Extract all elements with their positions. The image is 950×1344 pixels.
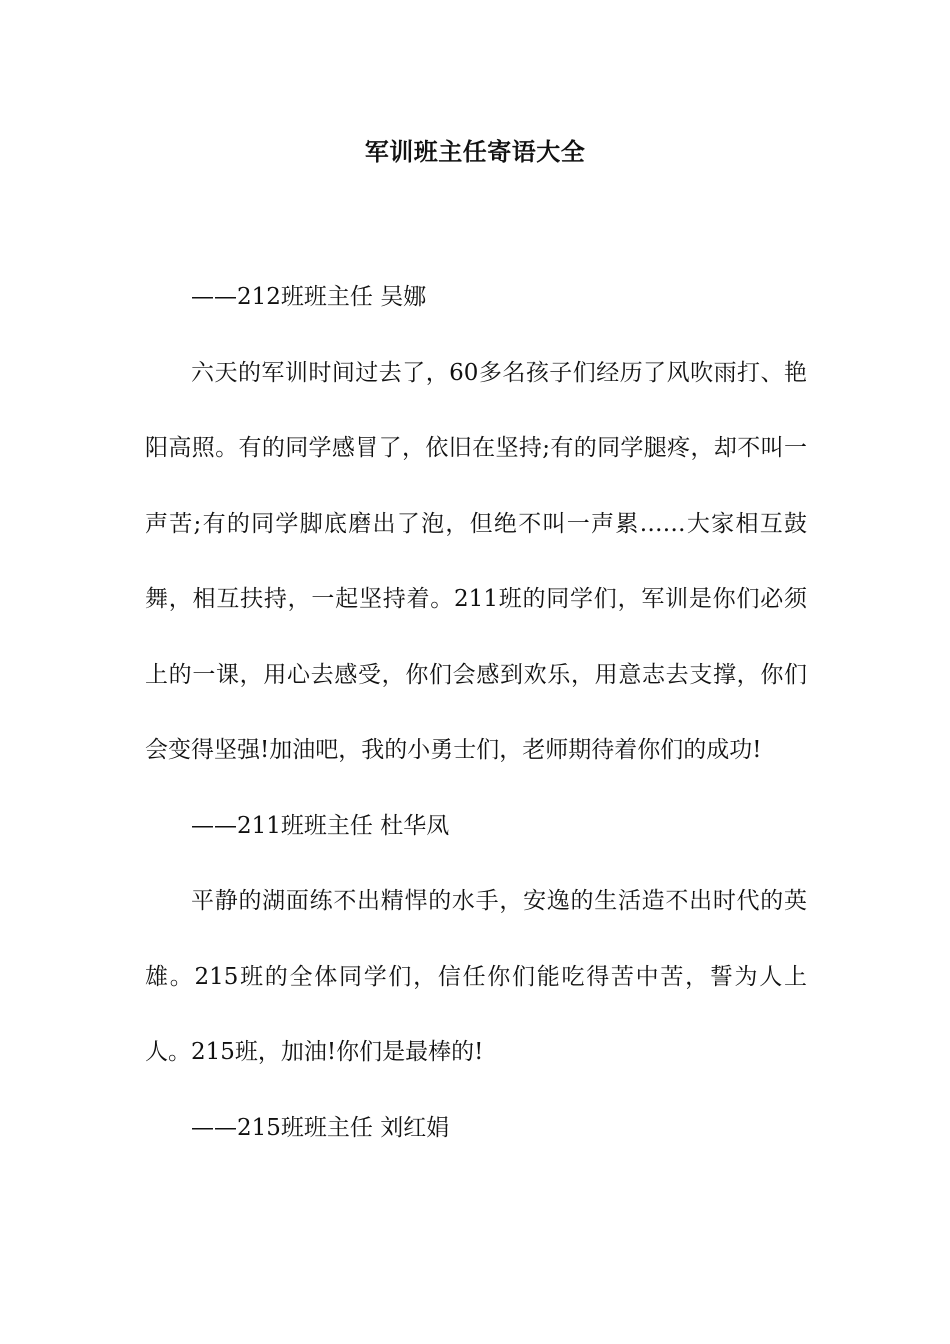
paragraph-2: 平静的湖面练不出精悍的水手，安逸的生活造不出时代的英雄。215班的全体同学们，信任你们能吃得苦中苦，誓为人上人。215班，加油!你们是最棒的! — [145, 888, 807, 1065]
signature-211: ——211班班主任 杜华凤 — [191, 812, 450, 839]
document-body — [145, 260, 807, 1166]
signature-212: ——212班班主任 吴娜 — [191, 284, 427, 310]
signature-215: ——215班班主任 刘红娟 — [191, 1114, 450, 1141]
paragraph-1: 六天的军训时间过去了，60多名孩子们经历了风吹雨打、艳阳高照。有的同学感冒了，依旧在坚持;有的同学腿疼，却不叫一声苦;有的同学脚底磨出了泡，但绝不叫一声累……大家相互鼓舞，相互扶持，一起坚持着。211班的同学们，军训是你们必须上的一课，用心去感受，你们会感到欢乐，用意志去支撑，你们会变得坚强!加油吧，我的小勇士们，老师期待着你们的成功! — [145, 359, 807, 763]
page-title: 军训班主任寄语大全 — [364, 137, 586, 166]
